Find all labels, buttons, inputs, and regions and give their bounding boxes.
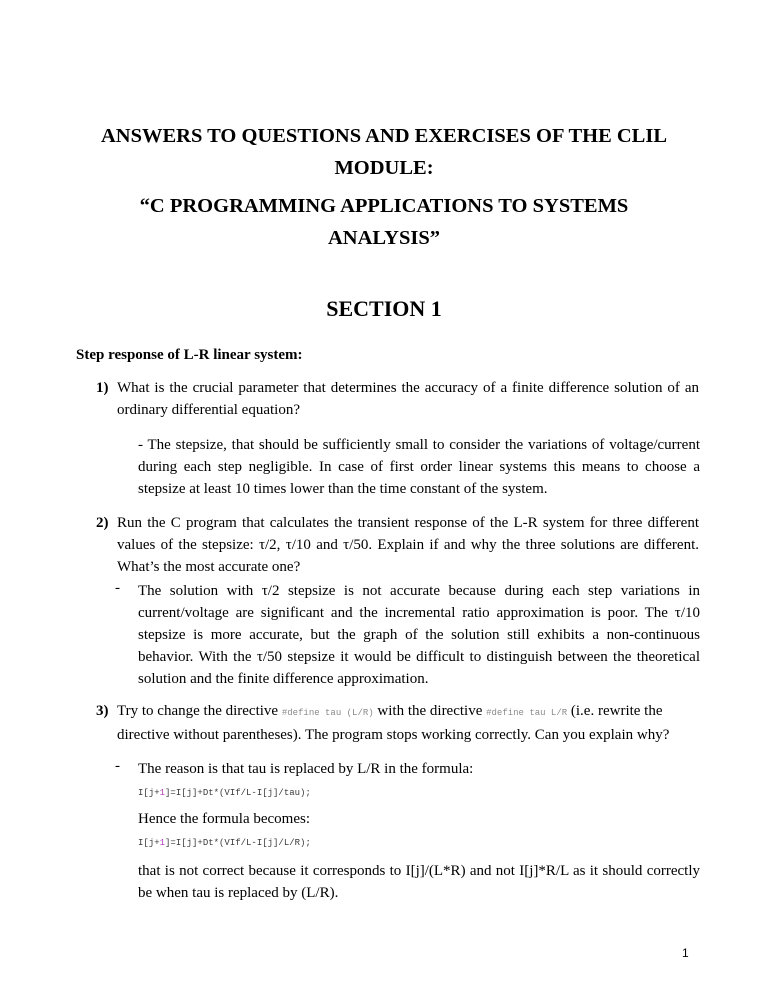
page-number: 1 bbox=[682, 946, 689, 960]
q3-code-define-plain: #define tau L/R bbox=[486, 708, 568, 718]
code-line-1-literal: 1 bbox=[159, 788, 166, 798]
q3-answer-1: The reason is that tau is replaced by L/R in the formula: bbox=[138, 761, 474, 777]
code-line-1 bbox=[138, 788, 311, 798]
q2-answer: The solution with τ/2 stepsize is not accurate because during each step variations in current/voltage are significant and the incremental ratio approximation is poor. The τ/10 stepsize is more accurate, but the graph of the solution still exhibits a non-continuous behavior. With the τ/50 stepsize it would be difficult to distinguish between the theoretical solution and the finite difference approximation. bbox=[138, 583, 700, 687]
title-line-2: MODULE: bbox=[334, 157, 434, 179]
code-line-1-c: ]=I[j]+Dt*(VIf/L-I[j]/tau); bbox=[165, 788, 311, 798]
q2-question: Run the C program that calculates the transient response of the L-R system for three different values of the stepsize: τ/2, τ/10 and τ/50. Explain if and why the three solutions are different. What’s the most accurate one? bbox=[117, 515, 699, 575]
q3-text-after: (i.e. rewrite the directive without parentheses). The program stops working correctly. Can you explain why? bbox=[117, 703, 670, 743]
q2-number: 2) bbox=[96, 515, 109, 531]
q3-number: 3) bbox=[96, 703, 109, 719]
title-line-3: “C PROGRAMMING APPLICATIONS TO SYSTEMS bbox=[139, 195, 629, 217]
title-line-1: ANSWERS TO QUESTIONS AND EXERCISES OF THE CLIL bbox=[100, 125, 668, 147]
title-line-4: ANALYSIS” bbox=[327, 227, 441, 249]
code-line-2-c: ]=I[j]+Dt*(VIf/L-I[j]/L/R); bbox=[165, 838, 311, 848]
code-line-2-literal: 1 bbox=[159, 838, 166, 848]
q3-code-define-parenthesized: #define tau (L/R) bbox=[281, 708, 374, 718]
q3-text-before: Try to change the directive bbox=[117, 703, 279, 719]
q1-number: 1) bbox=[96, 380, 109, 396]
q3-answer-3: that is not correct because it corresponds to I[j]/(L*R) and not I[j]*R/L as it should correctly be when tau is replaced by (L/R). bbox=[138, 863, 700, 901]
q2-dash: - bbox=[115, 580, 120, 596]
code-line-1-a: I[j+ bbox=[138, 788, 160, 798]
q3-answer-2: Hence the formula becomes: bbox=[138, 811, 311, 827]
section-title: SECTION 1 bbox=[326, 296, 442, 321]
q3-text-middle: with the directive bbox=[377, 703, 483, 719]
q1-answer: - The stepsize, that should be sufficiently small to consider the variations of voltage/current during each step negligible. In case of first order linear systems this means to choose a stepsize at least 10 times lower than the time constant of the system. bbox=[138, 437, 700, 497]
q3-question bbox=[117, 700, 707, 746]
subheading: Step response of L-R linear system: bbox=[76, 347, 303, 363]
q1-question: What is the crucial parameter that determines the accuracy of a finite difference solution of an ordinary differential equation? bbox=[117, 380, 699, 418]
code-line-2 bbox=[138, 838, 311, 848]
q3-dash: - bbox=[115, 758, 120, 774]
code-line-2-a: I[j+ bbox=[138, 838, 160, 848]
